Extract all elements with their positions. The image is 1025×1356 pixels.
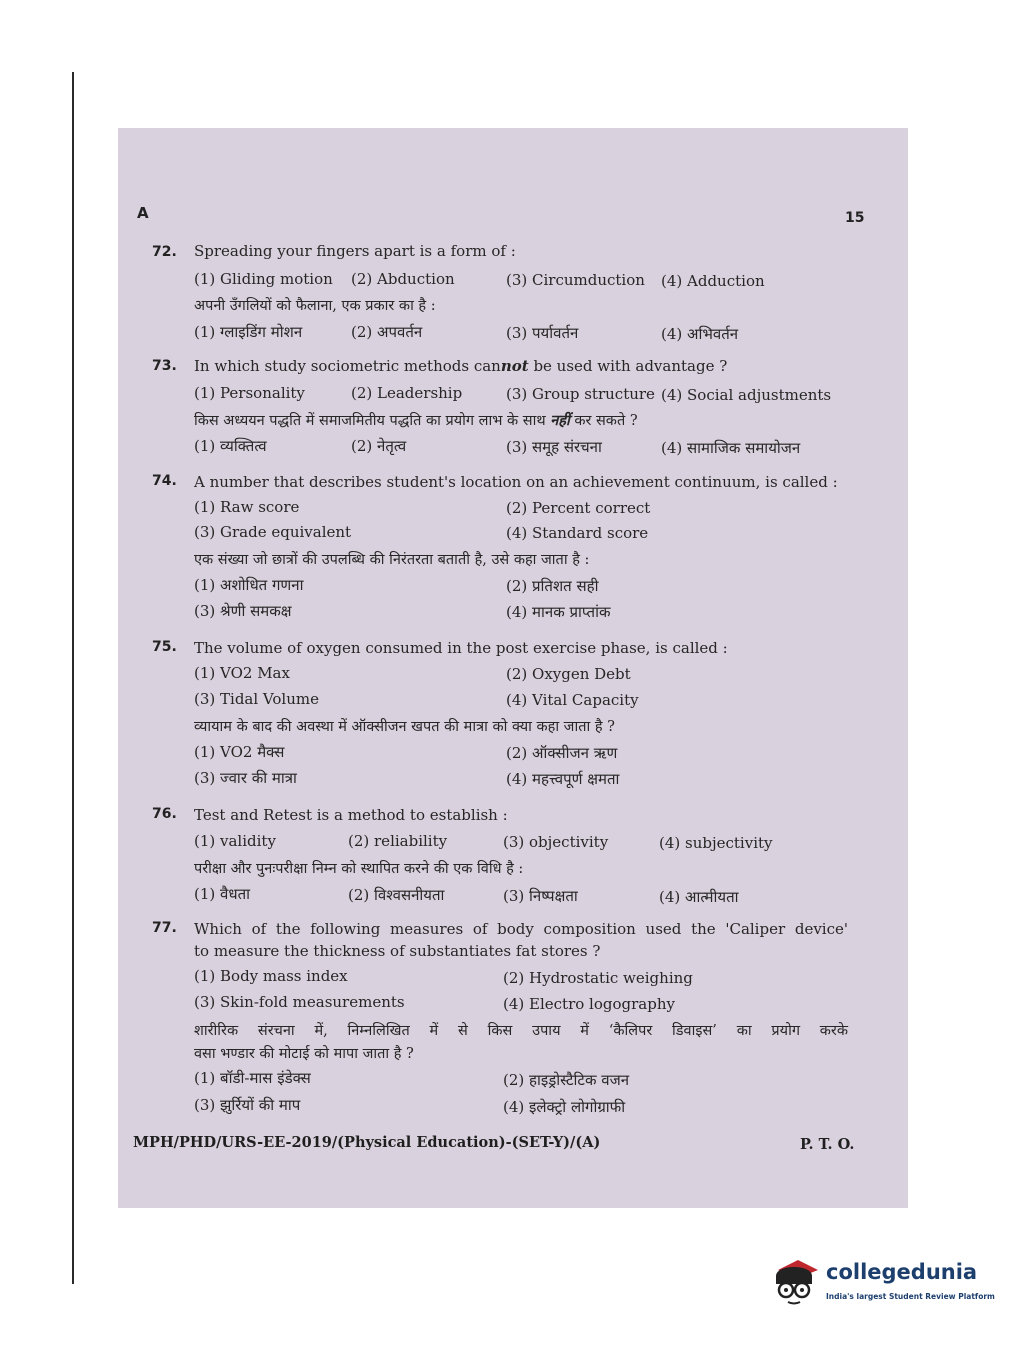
option-hi: (3) ज्वार की मात्रा (194, 769, 297, 787)
option-en: (2) Percent correct (506, 499, 651, 517)
option-hi: (3) पर्यावर्तन (506, 324, 579, 342)
option-hi: (2) अपवर्तन (351, 323, 423, 341)
emphasis-not: not (500, 357, 529, 375)
option-hi: (4) सामाजिक समायोजन (661, 439, 801, 457)
option-en: (1) Personality (194, 384, 305, 402)
question-text-hi: परीक्षा और पुनःपरीक्षा निम्न को स्थापित करने की एक विधि है : (194, 861, 524, 877)
question-text-en: The volume of oxygen consumed in the post exercise phase, is called : (194, 639, 728, 657)
option-hi: (4) अभिवर्तन (661, 325, 739, 343)
option-en: (3) Tidal Volume (194, 690, 319, 708)
option-hi: (2) प्रतिशत सही (506, 577, 599, 595)
option-en: (3) Circumduction (506, 271, 645, 289)
question-number: 73. (152, 358, 177, 374)
paper-code-footer: MPH/PHD/URS-EE-2019/(Physical Education)-(SET-Y)/(A) (133, 1134, 601, 1151)
brand-tagline: India's largest Student Review Platform (826, 1292, 995, 1301)
option-en: (3) objectivity (503, 833, 609, 851)
option-en: (4) Electro logography (503, 995, 675, 1013)
question-number: 76. (152, 806, 177, 822)
please-turn-over: P. T. O. (800, 1136, 855, 1153)
option-hi: (3) झुर्रियों की माप (194, 1096, 301, 1114)
option-hi: (1) बॉडी-मास इंडेक्स (194, 1069, 311, 1087)
option-hi: (2) ऑक्सीजन ऋण (506, 744, 618, 762)
scan-edge-line (72, 72, 74, 1284)
option-en: (4) Adduction (661, 272, 765, 290)
option-hi: (2) नेतृत्व (351, 437, 407, 455)
option-en: (4) Social adjustments (661, 386, 832, 404)
option-en: (4) subjectivity (659, 834, 773, 852)
option-en: (4) Vital Capacity (506, 691, 639, 709)
option-en: (3) Grade equivalent (194, 523, 352, 541)
set-letter: A (137, 204, 149, 222)
question-text-hi: किस अध्ययन पद्धति में समाजमितीय पद्धति का प्रयोग लाभ के साथ नहीं कर सकते ? (194, 412, 638, 429)
option-en: (2) Abduction (351, 270, 455, 288)
option-en: (1) Body mass index (194, 967, 348, 985)
question-number: 77. (152, 920, 177, 936)
option-en: (2) Hydrostatic weighing (503, 969, 693, 987)
question-text-en: to measure the thickness of substantiates fat stores ? (194, 942, 601, 960)
option-hi: (1) व्यक्तित्व (194, 437, 267, 455)
option-hi: (3) श्रेणी समकक्ष (194, 602, 292, 620)
option-hi: (2) विश्वसनीयता (348, 886, 445, 904)
question-text-hi: अपनी उँगलियों को फैलाना, एक प्रकार का है : (194, 298, 436, 314)
question-number: 75. (152, 639, 177, 655)
option-hi: (1) वैधता (194, 885, 251, 903)
option-en: (3) Group structure (506, 385, 655, 403)
option-en: (2) Oxygen Debt (506, 665, 631, 683)
option-en: (3) Skin-fold measurements (194, 993, 405, 1011)
option-hi: (1) अशोधित गणना (194, 576, 304, 594)
option-en: (1) Raw score (194, 498, 300, 516)
brand-name: collegedunia (826, 1260, 978, 1284)
option-hi: (4) महत्त्वपूर्ण क्षमता (506, 770, 620, 788)
collegedunia-watermark (768, 1250, 998, 1310)
option-en: (2) reliability (348, 832, 448, 850)
option-en: (1) validity (194, 832, 276, 850)
option-hi: (2) हाइड्रोस्टैटिक वजन (503, 1071, 630, 1089)
question-text-en: Which of the following measures of body composition used the 'Caliper device' (194, 920, 848, 938)
question-number: 74. (152, 473, 177, 489)
option-hi: (3) निष्पक्षता (503, 887, 578, 905)
option-hi: (1) ग्लाइडिंग मोशन (194, 323, 303, 341)
option-en: (2) Leadership (351, 384, 463, 402)
question-text-hi: शारीरिक संरचना में, निम्नलिखित में से किस उपाय में ‘कैलिपर डिवाइस’ का प्रयोग करके (194, 1023, 848, 1039)
option-en: (1) VO2 Max (194, 664, 290, 682)
option-hi: (3) समूह संरचना (506, 438, 602, 456)
mascot-icon (768, 1250, 822, 1308)
option-hi: (1) VO2 मैक्स (194, 743, 285, 761)
question-text-hi: एक संख्या जो छात्रों की उपलब्धि की निरंतरता बताती है, उसे कहा जाता है : (194, 552, 590, 568)
page-number: 15 (845, 210, 865, 226)
question-text-en: A number that describes student's location on an achievement continuum, is called : (194, 473, 838, 491)
question-text-en: In which study sociometric methods cannot be used with advantage ? (194, 357, 728, 375)
option-hi: (4) आत्मीयता (659, 888, 739, 906)
option-en: (4) Standard score (506, 524, 649, 542)
question-text-en: Spreading your fingers apart is a form of : (194, 242, 516, 260)
option-en: (1) Gliding motion (194, 270, 333, 288)
option-hi: (4) इलेक्ट्रो लोगोग्राफी (503, 1098, 626, 1116)
question-text-hi: व्यायाम के बाद की अवस्था में ऑक्सीजन खपत की मात्रा को क्या कहा जाता है ? (194, 719, 615, 735)
question-number: 72. (152, 244, 177, 260)
question-text-en: Test and Retest is a method to establish : (194, 806, 508, 824)
question-text-hi: वसा भण्डार की मोटाई को मापा जाता है ? (194, 1046, 414, 1062)
emphasis-nahin: नहीं (550, 412, 570, 429)
option-hi: (4) मानक प्राप्तांक (506, 603, 611, 621)
